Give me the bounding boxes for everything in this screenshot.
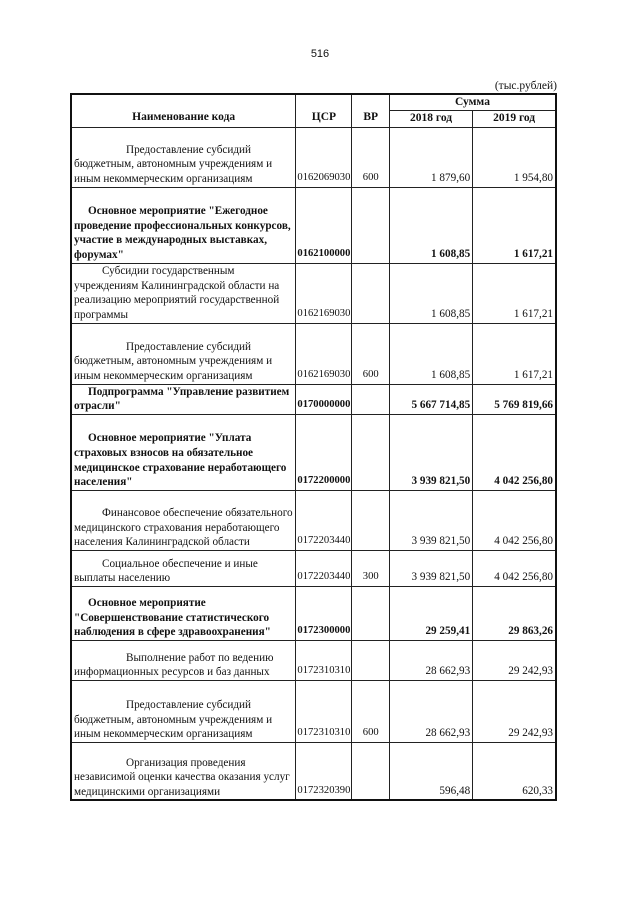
cell-vr: 600 [352,323,389,384]
table-row [71,490,556,550]
cell-vr [352,640,389,680]
cell-name: Основное мероприятие "Уплата страховых взносов на обязательное медицинское страхование неработающего населения" [71,414,296,490]
table-row [71,263,556,323]
cell-csr: 0172300000 [296,586,352,640]
header-sum: Сумма [389,94,556,110]
cell-csr: 0172203440 [296,550,352,586]
cell-y2019: 4 042 256,80 [473,490,556,550]
cell-vr [352,384,389,414]
cell-vr [352,586,389,640]
header-vr: ВР [352,94,389,127]
table-row [71,323,556,384]
cell-vr [352,490,389,550]
cell-y2018: 596,48 [389,742,472,800]
cell-y2019: 4 042 256,80 [473,550,556,586]
cell-name: Предоставление субсидий бюджетным, автономным учреждениям и иным некоммерческим организациям [71,680,296,742]
cell-y2019: 1 617,21 [473,323,556,384]
table-row [71,414,556,490]
cell-vr: 300 [352,550,389,586]
cell-vr [352,414,389,490]
cell-y2019: 620,33 [473,742,556,800]
cell-vr: 600 [352,127,389,187]
cell-name: Субсидии государственным учреждениям Калининградской области на реализацию мероприятий государственной программы [71,263,296,323]
cell-csr: 0162169030 [296,323,352,384]
cell-y2018: 1 879,60 [389,127,472,187]
cell-y2018: 3 939 821,50 [389,550,472,586]
cell-y2018: 1 608,85 [389,323,472,384]
cell-y2019: 5 769 819,66 [473,384,556,414]
header-2019: 2019 год [473,110,556,127]
cell-y2018: 3 939 821,50 [389,414,472,490]
cell-csr: 0162100000 [296,187,352,263]
table-row [71,640,556,680]
cell-vr [352,187,389,263]
cell-name: Выполнение работ по ведению информационных ресурсов и баз данных [71,640,296,680]
cell-y2018: 1 608,85 [389,187,472,263]
cell-name: Предоставление субсидий бюджетным, автономным учреждениям и иным некоммерческим организациям [71,323,296,384]
cell-y2019: 29 863,26 [473,586,556,640]
cell-csr: 0172310310 [296,680,352,742]
cell-csr: 0162069030 [296,127,352,187]
table-row [71,550,556,586]
cell-name: Финансовое обеспечение обязательного медицинского страхования неработающего населения Калининградской области [71,490,296,550]
cell-csr: 0172203440 [296,490,352,550]
cell-y2019: 1 617,21 [473,187,556,263]
cell-csr: 0170000000 [296,384,352,414]
table-row [71,680,556,742]
cell-csr: 0162169030 [296,263,352,323]
cell-csr: 0172320390 [296,742,352,800]
cell-y2019: 29 242,93 [473,640,556,680]
header-csr: ЦСР [296,94,352,127]
cell-name: Организация проведения независимой оценки качества оказания услуг медицинскими организациями [71,742,296,800]
cell-csr: 0172200000 [296,414,352,490]
cell-y2018: 29 259,41 [389,586,472,640]
cell-y2018: 1 608,85 [389,263,472,323]
cell-y2018: 28 662,93 [389,640,472,680]
header-name: Наименование кода [71,94,296,127]
cell-name: Основное мероприятие "Ежегодное проведение профессиональных конкурсов, участие в международных выставках, форумах" [71,187,296,263]
cell-y2018: 5 667 714,85 [389,384,472,414]
table-row [71,127,556,187]
cell-name: Предоставление субсидий бюджетным, автономным учреждениям и иным некоммерческим организациям [71,127,296,187]
table-row [71,586,556,640]
cell-vr [352,742,389,800]
header-2018: 2018 год [389,110,472,127]
cell-y2019: 29 242,93 [473,680,556,742]
cell-csr: 0172310310 [296,640,352,680]
cell-y2019: 1 954,80 [473,127,556,187]
cell-vr [352,263,389,323]
cell-name: Социальное обеспечение и иные выплаты населению [71,550,296,586]
cell-y2018: 28 662,93 [389,680,472,742]
cell-y2019: 1 617,21 [473,263,556,323]
cell-y2018: 3 939 821,50 [389,490,472,550]
units-label: (тыс.рублей) [494,80,557,92]
page-number: 516 [310,48,330,60]
table-row [71,187,556,263]
cell-name: Подпрограмма "Управление развитием отрасли" [71,384,296,414]
cell-vr: 600 [352,680,389,742]
cell-name: Основное мероприятие "Совершенствование статистического наблюдения в сфере здравоохранения" [71,586,296,640]
table-row [71,384,556,414]
budget-table [70,93,557,801]
table-row [71,742,556,800]
cell-y2019: 4 042 256,80 [473,414,556,490]
